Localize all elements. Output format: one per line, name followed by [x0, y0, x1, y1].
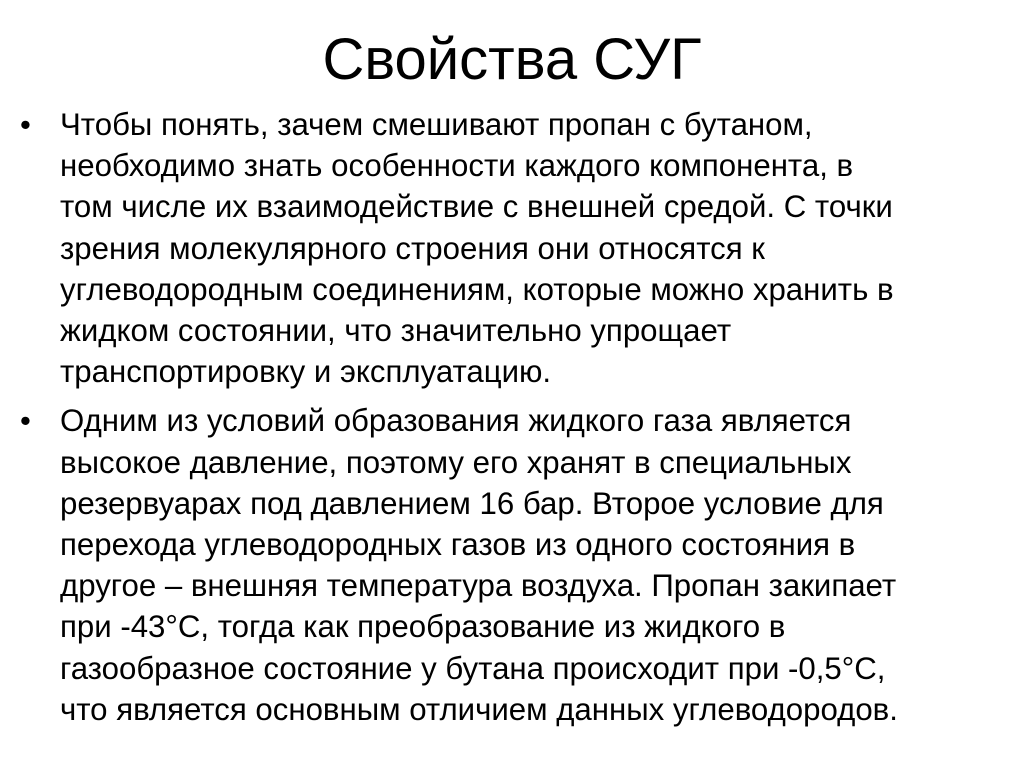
- text-line: другое – внешняя температура воздуха. Пропан закипает: [60, 568, 897, 604]
- text-line: Чтобы понять, зачем смешивают пропан с бутаном,: [60, 107, 813, 142]
- text-line: том числе их взаимодействие с внешней средой. С точки: [60, 189, 893, 225]
- text-line: Одним из условий образования жидкого газа является: [60, 403, 852, 439]
- text-line: газообразное состояние у бутана происходит при -0,5°С,: [60, 650, 886, 686]
- text-line: при -43°С, тогда как преобразование из жидкого в: [60, 609, 786, 645]
- text-line: необходимо знать особенности каждого компонента, в: [60, 148, 854, 184]
- text-line: жидком состоянии, что значительно упрощает: [60, 313, 732, 349]
- text-line: зрения молекулярного строения они относятся к: [60, 230, 765, 266]
- text-line: транспортировку и эксплуатацию.: [60, 354, 552, 390]
- bullet-mark: •: [20, 403, 31, 439]
- text-line: резервуарах под давлением 16 бар. Второе условие для: [60, 485, 884, 521]
- bullet-mark: •: [20, 107, 31, 142]
- bullet-item-1: [0, 104, 980, 392]
- bullet-item-2: [0, 400, 980, 730]
- text-line: перехода углеводородных газов из одного состояния в: [60, 527, 856, 563]
- bullet-list: [0, 104, 1024, 738]
- slide-title: Свойства СУГ: [322, 27, 702, 92]
- text-line: высокое давление, поэтому его хранят в специальных: [60, 444, 852, 480]
- text-line: углеводородным соединениям, которые можно хранить в: [60, 271, 894, 307]
- text-line: что является основным отличием данных углеводородов.: [60, 691, 898, 727]
